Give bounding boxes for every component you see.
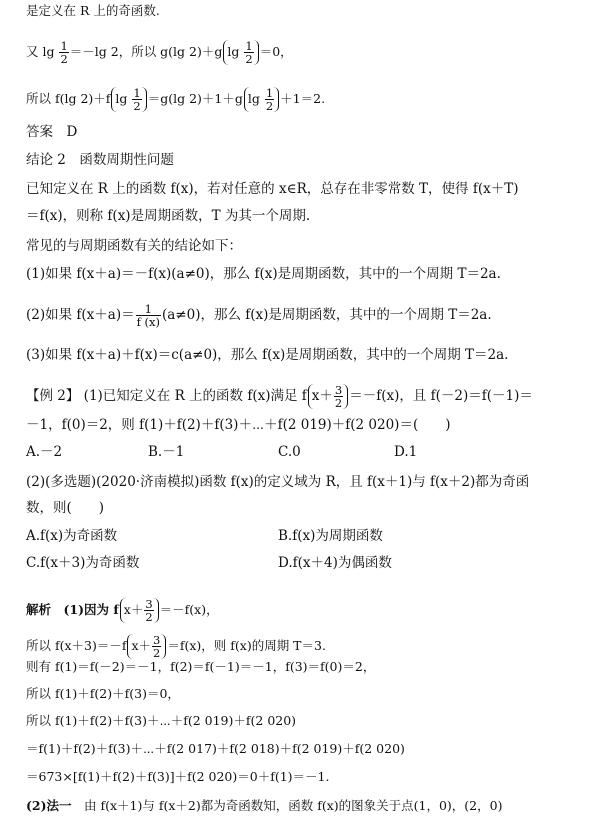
option-2-a: A.f(x)为奇函数 bbox=[26, 528, 118, 544]
conclusion-1: (1)如果 f(x＋a)＝－f(x)(a≠0)，那么 f(x)是周期函数，其中的一个周期 T＝2a. bbox=[26, 266, 501, 282]
text-line-2: 又 lg $\frac{1}{2}$ ＝－lg 2，所以 g(lg 2)＋g lg $\frac{1}{2}$ ＝0， bbox=[26, 39, 293, 67]
conclusion-3: (3)如果 f(x＋a)＋f(x)＝c(a≠0)，那么 f(x)是周期函数，其中的一个周期 T＝2a. bbox=[26, 347, 509, 363]
solution-line-1: 解析 (1)因为 f x＋ $\frac{3}{2}$ ＝－f(x)， bbox=[26, 597, 219, 625]
option-2-b: B.f(x)为周期函数 bbox=[278, 528, 383, 544]
option-2-c: C.f(x＋3)为奇函数 bbox=[26, 555, 140, 571]
bracket-expression: lg $\frac{1}{2}$ bbox=[223, 40, 258, 65]
solution-line-4: 所以 f(1)＋f(2)＋f(3)＝0， bbox=[26, 686, 180, 701]
question-2-line-1: (2)(多选题)(2020·济南模拟)函数 f(x)的定义域为 R，且 f(x＋1)与 f(x＋2)都为奇函 bbox=[26, 474, 530, 490]
text-line-1: 是定义在 R 上的奇函数. bbox=[26, 3, 160, 18]
bracket-expression: x＋ $\frac{3}{2}$ bbox=[308, 384, 348, 409]
option-1-b: B.－1 bbox=[148, 444, 185, 460]
bracket-expression: lg $\frac{1}{2}$ bbox=[244, 87, 279, 112]
conclusions-intro: 常见的与周期函数有关的结论如下： bbox=[26, 238, 242, 254]
text-line-3: 所以 f(lg 2)＋f lg $\frac{1}{2}$ ＝g(lg 2)＋1＋g lg $\frac{1}{2}$ ＋1＝2. bbox=[26, 86, 326, 114]
solution-line-3: 则有 f(1)＝f(－2)＝－1，f(2)＝f(－1)＝－1，f(3)＝f(0)＝2， bbox=[26, 659, 376, 674]
solution-line-2: 所以 f(x＋3)＝－f x＋ $\frac{3}{2}$ ＝f(x)，则 f(x)的周期 T＝3. bbox=[26, 633, 326, 661]
solution-line-7: ＝673×[f(1)＋f(2)＋f(3)]＋f(2 020)＝0＋f(1)＝－1. bbox=[26, 769, 330, 784]
fraction-half: $\frac{1}{2}$ bbox=[60, 39, 68, 67]
question-2-line-2: 数，则( ) bbox=[26, 500, 105, 516]
solution-line-8: (2)法一 由 f(x＋1)与 f(x＋2)都为奇函数知，函数 f(x)的图象关于点(1，0)，(2，0) bbox=[26, 798, 503, 813]
solution-line-5: 所以 f(1)＋f(2)＋f(3)＋⋯＋f(2 019)＋f(2 020) bbox=[26, 713, 297, 728]
definition-line-2: ＝f(x)，则称 f(x)是周期函数，T 为其一个周期. bbox=[26, 208, 311, 224]
definition-line-1: 已知定义在 R 上的函数 f(x)，若对任意的 x∈R，总存在非零常数 T，使得 f(x＋T) bbox=[26, 181, 519, 197]
bracket-expression: x＋ $\frac{3}{2}$ bbox=[127, 634, 166, 659]
option-1-d: D.1 bbox=[394, 444, 418, 460]
fraction-one-over-fx: $\frac{1}{f (x)}$ bbox=[136, 302, 160, 330]
option-1-c: C.0 bbox=[278, 444, 301, 460]
option-1-a: A.－2 bbox=[26, 444, 63, 460]
answer-line: 答案 D bbox=[26, 124, 78, 140]
example-2-line-1: 【例 2】 (1)已知定义在 R 上的函数 f(x)满足 f x＋ $\frac{3}{2}$ ＝－f(x)，且 f(－2)＝f(－1)＝ bbox=[26, 383, 533, 411]
example-2-line-2: －1，f(0)＝2，则 f(1)＋f(2)＋f(3)＋⋯＋f(2 019)＋f(2 020)＝( ) bbox=[26, 417, 451, 433]
bracket-expression: lg $\frac{1}{2}$ bbox=[111, 87, 146, 112]
solution-line-6: ＝f(1)＋f(2)＋f(3)＋⋯＋f(2 017)＋f(2 018)＋f(2 019)＋f(2 020) bbox=[26, 741, 405, 756]
bracket-expression: x＋ $\frac{3}{2}$ bbox=[120, 598, 159, 623]
option-2-d: D.f(x＋4)为偶函数 bbox=[278, 555, 392, 571]
conclusion-2: (2)如果 f(x＋a)＝ $\frac{1}{f (x)}$ (a≠0)，那么 f(x)是周期函数，其中的一个周期 T＝2a. bbox=[26, 302, 492, 330]
section-heading: 结论 2 函数周期性问题 bbox=[26, 152, 174, 168]
